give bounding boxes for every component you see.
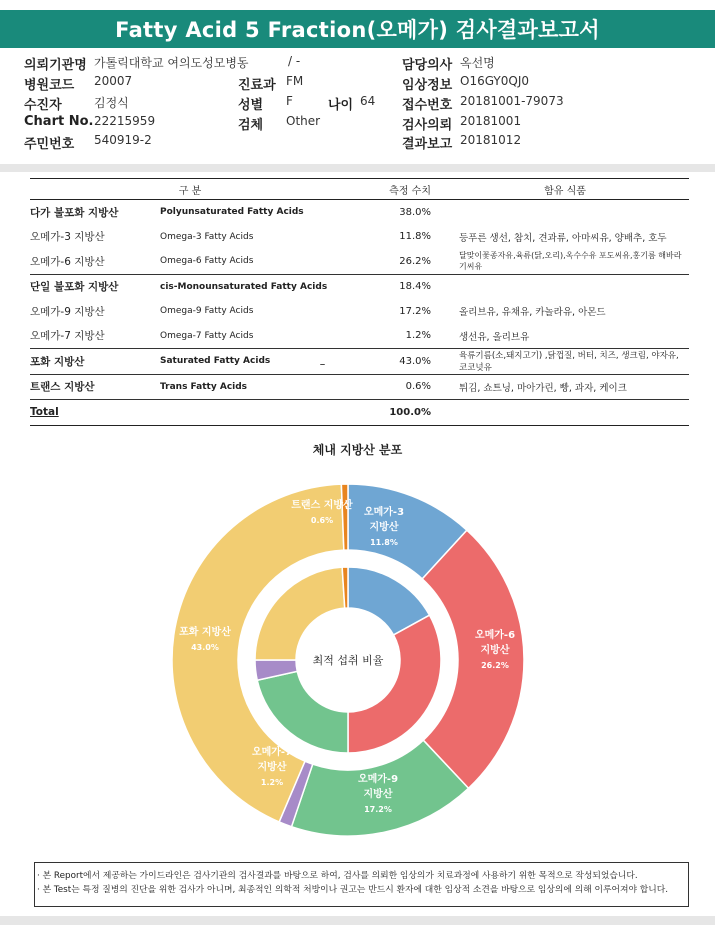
institution-extra: / -: [288, 54, 301, 68]
row-korean-name: 트랜스 지방산: [30, 374, 160, 400]
row-value: 26.2%: [399, 255, 431, 267]
row-korean-name: 오메가-6 지방산: [30, 255, 105, 268]
row-english-name: Polyunsaturated Fatty Acids: [160, 200, 350, 225]
row-korean-name: 단일 불포화 지방산: [30, 274, 160, 299]
slice-name-label: 지방산: [363, 789, 393, 800]
slice-value-label: 43.0%: [191, 643, 219, 652]
patient-value: 김정식: [94, 96, 129, 110]
specimen-value: Other: [286, 114, 321, 128]
slice-name-label: 포화 지방산: [179, 627, 231, 638]
disclaimer-line: · 본 Test는 특정 질병의 진단을 위한 검사가 아니며, 최종적인 의학적 처방이나 권고는 반드시 환자에 대한 임상적 소견을 바탕으로 임상의에 의해 이루어져야 합니다.: [37, 885, 669, 895]
row-english-name: Omega-9 Fatty Acids: [160, 306, 254, 317]
report-date-label: 결과보고: [402, 137, 453, 152]
row-korean-name: 오메가-3 지방산: [30, 231, 105, 244]
slice-name-label: 지방산: [480, 645, 510, 656]
specimen-label: 검체: [238, 118, 264, 133]
slice-value-label: 17.2%: [364, 805, 392, 814]
row-english-name: Trans Fatty Acids: [160, 374, 350, 400]
slice-value-label: 11.8%: [370, 538, 398, 547]
slice-name-label: 지방산: [257, 762, 287, 773]
slice-value-label: 0.6%: [310, 516, 334, 525]
row-english-name: Omega-7 Fatty Acids: [160, 330, 254, 341]
row-value: 43.0%: [350, 349, 441, 375]
disclaimer-box: [34, 862, 689, 907]
slice-value-label: 1.2%: [260, 778, 284, 787]
patient-label: 수진자: [24, 98, 62, 113]
age-value: 64: [360, 94, 376, 108]
row-korean-name: 오메가-7 지방산: [30, 330, 105, 343]
request-label: 검사의뢰: [402, 118, 453, 133]
footer-bar: [0, 916, 715, 925]
doctor-label: 담당의사: [402, 58, 453, 73]
total-label: Total: [30, 400, 160, 426]
row-english-name: cis-Monounsaturated Fatty Acids: [160, 274, 350, 299]
chart-no-label: Chart No.: [24, 114, 94, 129]
chart-title: 체내 지방산 분포: [312, 443, 403, 457]
institution-label: 의뢰기관명: [24, 58, 87, 73]
sex-value: F: [286, 94, 293, 108]
chart-no-value: 22215959: [94, 114, 156, 128]
dept-label: 진료과: [238, 78, 276, 93]
age-label: 나이: [328, 98, 354, 113]
row-food: 육류기름(소,돼지고기) ,닭껍질, 버터, 치즈, 생크림, 야자유, 코코넛유: [441, 349, 689, 375]
row-korean-name: 오메가-9 지방산: [30, 305, 105, 318]
disclaimer-line: · 본 Report에서 제공하는 가이드라인은 검사기관의 검사결과를 바탕으로 하여, 검사를 의뢰한 임상의가 치료과정에 사용하기 위한 목적으로 작성되었습니다.: [37, 871, 638, 881]
slice-name-label: 오메가-9: [357, 774, 399, 785]
row-korean-name: 포화 지방산: [30, 349, 160, 375]
slice-name-label: 지방산: [369, 522, 399, 533]
slice-name-label: 오메가-6: [474, 630, 516, 641]
sex-label: 성별: [238, 98, 264, 113]
row-value: 0.6%: [350, 374, 441, 400]
center-label: 최적 섭취 비율: [312, 654, 384, 667]
col-header-value: 측정 수치: [350, 179, 441, 200]
hospital-code-value: 20007: [94, 74, 133, 88]
col-header-category: 구 분: [30, 179, 350, 200]
total-value: 100.0%: [350, 400, 441, 426]
row-food: 올리브유, 유채유, 카놀라유, 아몬드: [459, 307, 606, 319]
receipt-value: 20181001-79073: [460, 94, 564, 108]
inner-slice-omega6: [348, 615, 441, 753]
dept-value: FM: [286, 74, 304, 88]
report-date-value: 20181012: [460, 133, 522, 147]
row-food: 등푸른 생선, 참치, 견과류, 아마씨유, 양배추, 호두: [459, 232, 667, 244]
row-english-name: Omega-6 Fatty Acids: [160, 256, 254, 267]
row-english-name-text: Saturated Fatty Acids: [160, 356, 271, 367]
request-value: 20181001: [460, 114, 522, 128]
row-food: 튀김, 쇼트닝, 마아가린, 빵, 과자, 케이크: [441, 374, 689, 400]
row-value: 18.4%: [350, 274, 441, 299]
id-value: 540919-2: [94, 133, 152, 147]
row-english-name: Omega-3 Fatty Acids: [160, 231, 254, 242]
slice-name-label: 트랜스 지방산: [291, 500, 353, 511]
id-label: 주민번호: [24, 137, 75, 152]
institution-value: 가톨릭대학교 여의도성모병동: [94, 56, 249, 70]
row-korean-name: 다가 불포화 지방산: [30, 200, 160, 225]
row-food: 달맞이꽃종자유,육류(닭,오리),옥수수유 포도씨유,홍기름 해바라기씨유: [459, 251, 682, 272]
row-value: 11.8%: [399, 231, 431, 243]
col-header-food: 함유 식품: [441, 179, 689, 200]
clinical-value: O16GY0QJ0: [460, 74, 529, 88]
row-mark: _: [320, 356, 325, 367]
row-food: 생선유, 올리브유: [459, 331, 530, 343]
slice-name-label: 오메가-7: [251, 747, 293, 758]
row-value: 1.2%: [405, 330, 431, 342]
doctor-value: 옥선명: [460, 56, 495, 70]
report-title: Fatty Acid 5 Fraction(오메가) 검사결과보고서: [0, 10, 715, 48]
slice-name-label: 오메가-3: [363, 507, 405, 518]
slice-value-label: 26.2%: [481, 661, 509, 670]
receipt-label: 접수번호: [402, 98, 453, 113]
hospital-code-label: 병원코드: [24, 78, 75, 93]
row-value: 17.2%: [399, 305, 431, 317]
clinical-label: 임상정보: [402, 78, 453, 93]
row-value: 38.0%: [350, 200, 441, 225]
